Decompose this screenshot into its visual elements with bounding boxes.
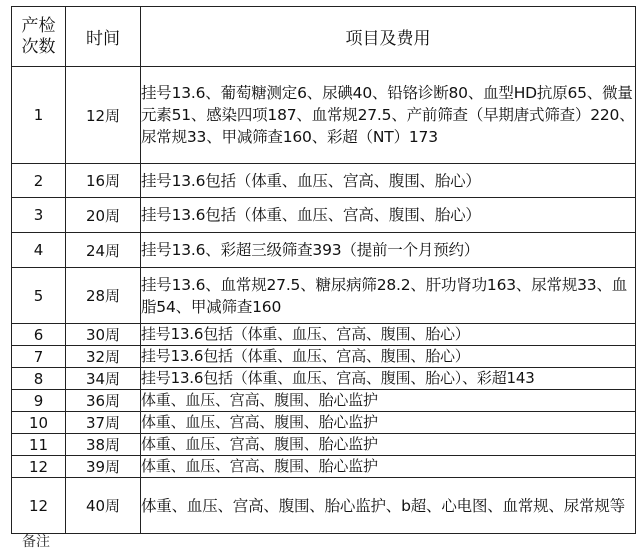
row-checkup-count: 7 (12, 346, 66, 368)
row-time: 32周 (66, 346, 141, 368)
row-time: 20周 (66, 198, 141, 233)
table-row (12, 412, 636, 434)
row-items-and-fees: 体重、血压、宫高、腹围、胎心监护 (141, 412, 636, 434)
row-checkup-count: 11 (12, 434, 66, 456)
row-checkup-count: 8 (12, 368, 66, 390)
header-checkup-count-line1: 产检 (21, 15, 56, 36)
table-row (12, 478, 636, 534)
table-row (12, 368, 636, 390)
row-checkup-count: 12 (12, 478, 66, 534)
row-time: 39周 (66, 456, 141, 478)
row-checkup-count: 2 (12, 164, 66, 198)
row-items-and-fees: 挂号13.6包括（体重、血压、宫高、腹围、胎心）、彩超143 (141, 368, 636, 390)
row-time: 36周 (66, 390, 141, 412)
row-checkup-count: 1 (12, 67, 66, 164)
row-items-and-fees: 体重、血压、宫高、腹围、胎心监护 (141, 390, 636, 412)
row-checkup-count: 6 (12, 324, 66, 346)
table-row (12, 198, 636, 233)
row-items-and-fees: 挂号13.6包括（体重、血压、宫高、腹围、胎心） (141, 346, 636, 368)
row-time: 24周 (66, 233, 141, 268)
header-items-and-fees: 项目及费用 (141, 7, 636, 67)
table-header-row (12, 7, 636, 67)
row-items-and-fees: 体重、血压、宫高、腹围、胎心监护、b超、心电图、血常规、尿常规等 (141, 478, 636, 534)
row-time: 34周 (66, 368, 141, 390)
row-checkup-count: 12 (12, 456, 66, 478)
row-time: 30周 (66, 324, 141, 346)
row-items-and-fees: 挂号13.6包括（体重、血压、宫高、腹围、胎心） (141, 324, 636, 346)
row-items-and-fees: 挂号13.6包括（体重、血压、宫高、腹围、胎心） (141, 198, 636, 233)
row-time: 28周 (66, 268, 141, 324)
row-checkup-count: 4 (12, 233, 66, 268)
row-checkup-count: 5 (12, 268, 66, 324)
header-checkup-count-line2: 次数 (21, 36, 56, 57)
table-row (12, 346, 636, 368)
table-row (12, 268, 636, 324)
row-items-and-fees: 挂号13.6、葡萄糖测定6、尿碘40、铅铬诊断80、血型HD抗原65、微量元素51、感染四项187、血常规27.5、产前筛查（早期唐式筛查）220、尿常规33、甲减筛查160、彩超（NT）173 (141, 67, 636, 164)
table-row (12, 390, 636, 412)
row-items-and-fees: 体重、血压、宫高、腹围、胎心监护 (141, 456, 636, 478)
row-checkup-count: 10 (12, 412, 66, 434)
table-row (12, 164, 636, 198)
table-row (12, 324, 636, 346)
footer-note: 备注 (22, 534, 50, 550)
table-row (12, 233, 636, 268)
prenatal-checkup-table (11, 6, 636, 534)
row-time: 12周 (66, 67, 141, 164)
row-items-and-fees: 体重、血压、宫高、腹围、胎心监护 (141, 434, 636, 456)
table-row (12, 434, 636, 456)
row-items-and-fees: 挂号13.6包括（体重、血压、宫高、腹围、胎心） (141, 164, 636, 198)
table-row (12, 456, 636, 478)
header-time: 时间 (66, 7, 141, 67)
row-items-and-fees: 挂号13.6、彩超三级筛查393（提前一个月预约） (141, 233, 636, 268)
header-checkup-count (12, 7, 66, 67)
row-time: 40周 (66, 478, 141, 534)
row-checkup-count: 9 (12, 390, 66, 412)
row-checkup-count: 3 (12, 198, 66, 233)
row-time: 37周 (66, 412, 141, 434)
table-row (12, 67, 636, 164)
row-time: 16周 (66, 164, 141, 198)
row-items-and-fees: 挂号13.6、血常规27.5、糖尿病筛28.2、肝功肾功163、尿常规33、血脂54、甲减筛查160 (141, 268, 636, 324)
row-time: 38周 (66, 434, 141, 456)
